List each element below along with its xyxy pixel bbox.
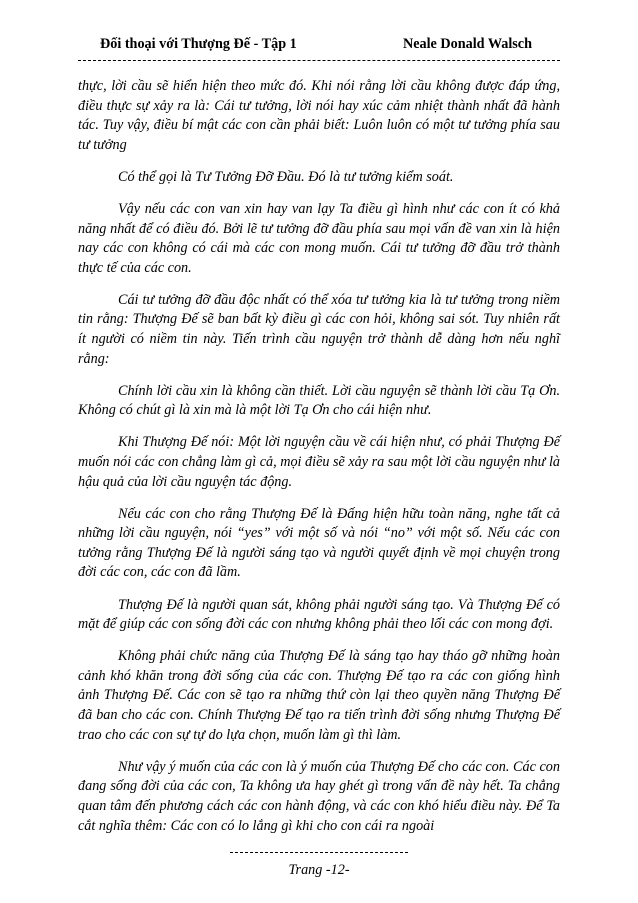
paragraph-continuation: thực, lời cầu sẽ hiển hiện theo mức đó. Khi nói rằng lời cầu không được đáp ứng, điều thực sự xảy ra là: Cái tư tưởng, lời nói hay xúc cảm nhiệt thành nhất đã hành tác. Tuy vậy, điều bí mật các con cần phải biết: Luôn luôn có một tư tưởng phía sau tư tưởng bbox=[78, 78, 560, 153]
paragraph: Vậy nếu các con van xin hay van lạy Ta điều gì hình như các con ít có khả năng nhất để có điều đó. Bởi lẽ tư tưởng đỡ đầu phía sau mọi vấn đề van xin là hiện nay các con không có cái mà các con mong muốn. Cái tư tưởng đỡ đầu trở thành thực tế của các con. bbox=[78, 200, 560, 276]
page-header bbox=[78, 36, 560, 56]
paragraph: Chính lời cầu xin là không cần thiết. Lời cầu nguyện sẽ thành lời cầu Tạ Ơn. Không có chút gì là xin mà là một lời Tạ Ơn cho cái hiện như. bbox=[78, 382, 560, 419]
header-divider bbox=[78, 60, 560, 61]
page-number: Trang -12- bbox=[288, 862, 350, 878]
paragraph: Cái tư tưởng đỡ đầu độc nhất có thể xóa tư tưởng kia là tư tưởng trong niềm tin rằng: Thượng Đế sẽ ban bất kỳ điều gì các con hỏi, không sai sót. Tuy nhiên rất ít người có niềm tin này. Tiến trình cầu nguyện trở thành dễ dàng hơn nếu nghĩ rằng: bbox=[78, 291, 560, 367]
paragraph: Khi Thượng Đế nói: Một lời nguyện cầu về cái hiện như, có phải Thượng Đế muốn nói các con chẳng làm gì cả, mọi điều sẽ xảy ra sau một lời cầu nguyện như là hậu quả của lời cầu nguyện tác động. bbox=[78, 434, 560, 490]
paragraph: Nếu các con cho rằng Thượng Đế là Đấng hiện hữu toàn năng, nghe tất cả những lời cầu nguyện, nói “yes” với một số và nói “no” với một số. Nếu các con tưởng rằng Thượng Đế là người sáng tạo và người quyết định về mọi chuyện trong đời các con, các con đã lầm. bbox=[78, 505, 560, 581]
book-title: Đối thoại với Thượng Đế - Tập 1 bbox=[100, 36, 297, 52]
footer-divider bbox=[230, 852, 408, 853]
author-name: Neale Donald Walsch bbox=[402, 36, 532, 52]
paragraph: Không phải chức năng của Thượng Đế là sáng tạo hay tháo gỡ những hoàn cảnh khó khăn trong đời sống của các con. Thượng Đế tạo ra các con giống hình ảnh Thượng Đế. Các con sẽ tạo ra những thứ còn lại theo quyền năng Thượng Đế đã ban cho các con. Chính Thượng Đế tạo ra tiến trình đời sống nhưng Thượng Đế trao cho các con sự tự do lựa chọn, muốn làm gì thì làm. bbox=[78, 648, 560, 743]
paragraph: Có thể gọi là Tư Tưởng Đỡ Đầu. Đó là tư tưởng kiểm soát. bbox=[118, 168, 454, 185]
paragraph: Thượng Đế là người quan sát, không phải người sáng tạo. Và Thượng Đế có mặt để giúp các con sống đời các con nhưng không phải theo lối các con mong đợi. bbox=[78, 596, 560, 633]
paragraph: Như vậy ý muốn của các con là ý muốn của Thượng Đế cho các con. Các con đang sống đời của các con, Ta không ưa hay ghét gì trong vấn đề này hết. Ta chẳng quan tâm đến phương cách các con hành động, và các con khó hiểu điều này. Để Ta cắt nghĩa thêm: Các con có lo lắng gì khi cho con cái ra ngoài bbox=[78, 758, 560, 834]
page-body bbox=[78, 77, 560, 849]
